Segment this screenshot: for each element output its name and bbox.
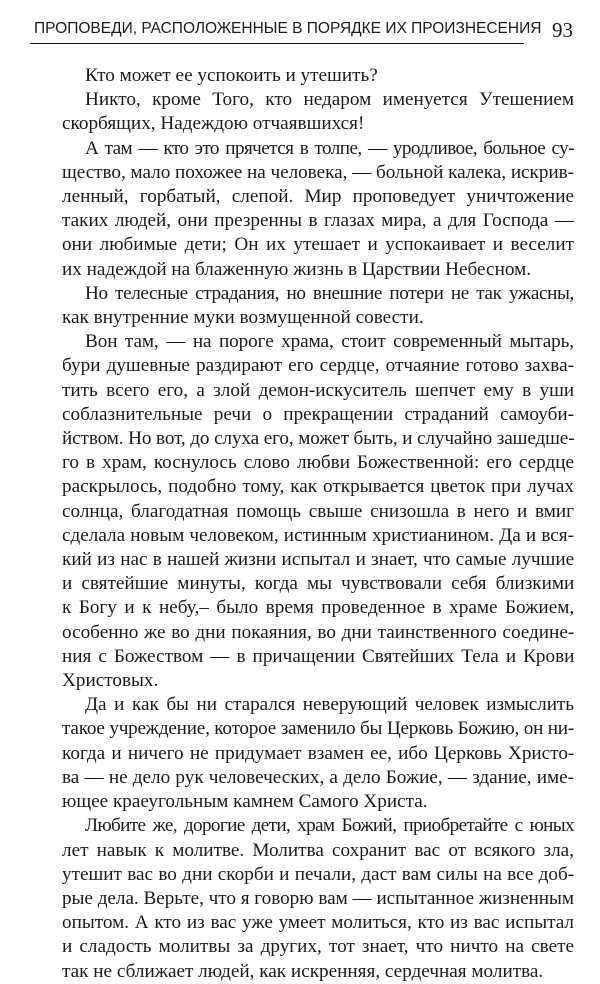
text-line: их надеждой на блаженную жизнь в Царствии Небесном. <box>62 258 532 280</box>
body-text <box>62 64 574 984</box>
text-line: ния с Божеством — в причащении Святейших Тела и Крови <box>62 645 575 667</box>
text-line: бури душевные раздирают его сердце, отчаяние готово захва- <box>62 355 575 377</box>
text-line: Кто может ее успокоить и утешить? <box>85 65 378 86</box>
text-line: когда и ничего не придумает взамен ее, ибо Церковь Христо- <box>62 742 575 764</box>
paragraph <box>62 814 574 983</box>
text-line: такое учреждение, которое заменило бы Церковь Божию, он ни- <box>62 718 574 740</box>
text-line: А там — кто это прячется в толпе, — уродливое, больное су- <box>85 137 574 159</box>
paragraph <box>62 693 574 814</box>
text-line: го в храм, коснулось слово любви Божественной: его сердце <box>62 452 575 474</box>
text-line: ющее краеугольным камнем Самого Христа. <box>62 791 428 813</box>
text-line: как внутренние муки возмущенной совести. <box>62 307 424 329</box>
text-line: они любимые дети; Он их утешает и успокаивает и веселит <box>62 234 574 256</box>
text-line: Да и как бы ни старался неверующий человек измыслить <box>85 694 574 716</box>
paragraph <box>62 282 574 330</box>
text-line: и святейшие минуты, когда мы чувствовали себя близкими <box>62 573 575 595</box>
text-line: тить всего его, а злой демон-искуситель шепчет ему в уши <box>62 379 575 401</box>
paragraph <box>62 88 574 136</box>
text-line: лет навык к молитве. Молитва сохранит вас от всякого зла, <box>62 839 574 861</box>
text-line: ленный, горбатый, слепой. Мир проповедует уничтожение <box>62 186 574 208</box>
text-line: Христовых. <box>62 670 159 692</box>
text-line: йством. Но вот, до слуха его, может быть, и случайно зашедше- <box>62 428 575 450</box>
text-line: раскрылось, подобно тому, как открывается цветок при лучах <box>62 476 575 498</box>
text-line: утешит вас во дни скорби и печали, даст вам силы на все доб- <box>62 863 575 885</box>
text-line: Но телесные страдания, но внешние потери не так ужасны, <box>85 282 574 304</box>
text-line: к Богу и к небу,– было время проведенное в храме Божием, <box>62 597 575 619</box>
text-line: Любите же, дорогие дети, храм Божий, приобретайте с юных <box>85 815 574 837</box>
header-rule <box>30 43 524 44</box>
text-line: соблазнительные речи о прекращении страданий самоуби- <box>62 403 574 425</box>
text-line: Вон там, — на пороге храма, стоит современный мытарь, <box>85 331 574 353</box>
text-line: так не сближает людей, как искренняя, сердечная молитва. <box>62 960 544 982</box>
text-line: опытом. А кто из вас уже умеет молиться, кто из вас испытал <box>62 912 574 934</box>
page-number: 93 <box>552 18 573 42</box>
text-line: Никто, кроме Того, кто недаром именуется Утешением <box>85 89 574 111</box>
text-line: кий из нас в нашей жизни испытал и знает, что самые лучшие <box>62 549 575 571</box>
page-header <box>30 16 575 44</box>
paragraph <box>62 64 574 88</box>
paragraph <box>62 330 574 693</box>
text-line: ва — не дело рук человеческих, а дело Божие, — здание, име- <box>62 766 575 788</box>
paragraph <box>62 137 574 282</box>
text-line: таких людей, они презренны в глазах мира, а для Господа — <box>62 210 574 232</box>
text-line: сделала новым человеком, истинным христианином. Да и вся- <box>62 524 574 546</box>
text-line: щество, мало похожее на человека, — больной калека, искрив- <box>62 161 574 183</box>
text-line: особенно же во дни покаяния, во дни таинственного соедине- <box>62 621 575 643</box>
text-line: рые дела. Верьте, что я говорю вам — испытанное жизненным <box>62 887 574 909</box>
running-title: ПРОПОВЕДИ, РАСПОЛОЖЕННЫЕ В ПОРЯДКЕ ИХ ПРОИЗНЕСЕНИЯ <box>34 20 542 37</box>
text-line: солнца, благодатная помощь свыше снизошла в него и вмиг <box>62 500 574 522</box>
text-line: и сладость молитвы за других, тот знает, что ничто на свете <box>62 936 574 958</box>
text-line: скорбящих, Надеждою отчаявшихся! <box>62 113 365 135</box>
